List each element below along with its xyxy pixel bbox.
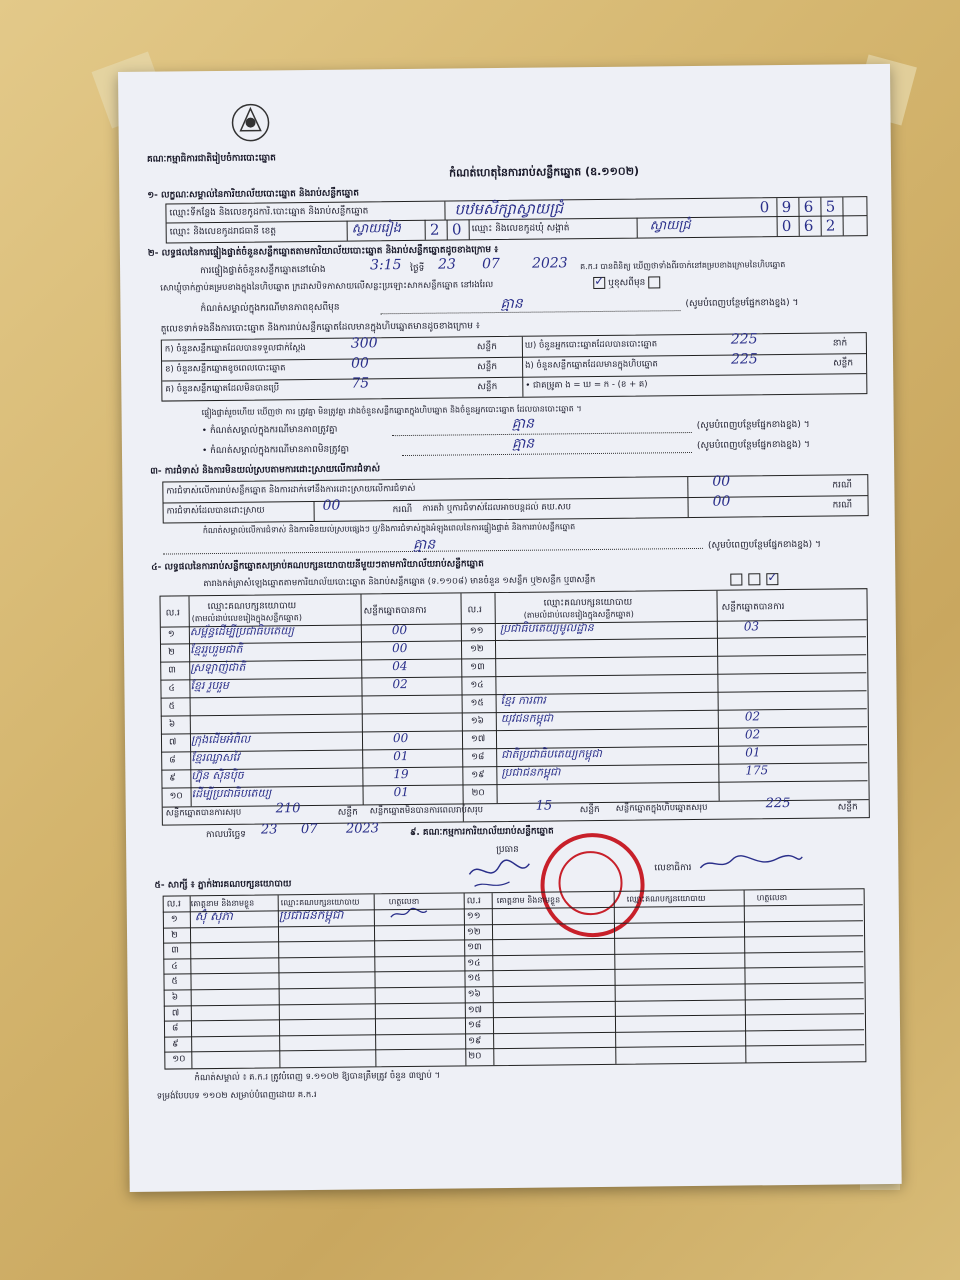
witness-row-no: ១ [170,914,178,925]
mismatch-note-label: • កំណត់សម្គាល់ក្នុងករណីមានភាពមិនត្រូវគ្នា [201,444,350,457]
witness-col-party: ឈ្មោះគណបក្សនយោបាយ [280,897,360,908]
witness-row-no: ៧ [171,1008,180,1019]
result-row-no: ១៥ [470,698,484,709]
section5-heading: ៥- សាក្សី ៖ ភ្នាក់ងារគណបក្សនយោបាយ [154,879,292,891]
commune-code-digit: 2 [825,216,836,235]
witness-row-no: ៥ [171,976,178,987]
witness-row-no: ១៧ [467,1004,483,1015]
witness-row-no: ១៦ [467,989,481,1000]
fill-hint: (សូមបំពេញបន្ថែមផ្នែកខាងខ្នង) ។ [696,439,810,451]
col-party-header: ឈ្មោះគណបក្សនយោបាយ [543,597,633,609]
different-checkbox[interactable] [648,276,660,288]
figure-row-right-label: ឃ) ចំនួនអ្នកបោះឆ្នោតដែលបានបោះឆ្នោត [524,339,658,351]
col-votes-header: សន្លឹកឆ្នោតបានការ [363,605,427,617]
location-code-digit: 6 [803,197,814,216]
figure-row-left-value: 300 [350,335,378,352]
witness-table [163,888,867,1069]
total-box-value: 225 [765,795,791,812]
objection-row2-value2: 00 [712,493,731,510]
result-party-name: ដើម្បីប្រជាធិបតេយ្យ [191,786,272,801]
result-row-no: ១១ [469,626,484,637]
objection-unit: ករណី [832,500,853,511]
result-row-no: ៤ [168,683,175,694]
date-year: 2023 [345,821,380,837]
result-row-no: ១០ [169,791,183,802]
result-party-name: ជាតិប្រជាធិបតេយ្យកម្ពុជា [501,746,603,762]
result-votes: 01 [745,745,761,760]
form-title: កំណត់ហេតុនៃការរាប់សន្លឹកឆ្នោត (ឧ.១១០២) [449,164,640,180]
result-row-no: ២០ [471,788,485,799]
total-valid-unit: សន្លឹក [337,807,358,818]
figure-row-left-label: គ) ចំនួនសន្លឹកឆ្នោតដែលមិនបានប្រើ [165,383,280,395]
verify-day-value: 23 [437,256,456,273]
result-party-name: ក្រុងដើមអំពិល [190,732,251,747]
objection-row1-value: 00 [712,473,731,490]
verify-time-value: 3:15 [369,257,402,274]
witness-col-no: ល.រ [166,899,182,910]
result-row-no: ៩ [169,773,176,784]
figure-row-left-value: 00 [350,355,369,372]
result-votes: 00 [392,730,409,746]
witness-row-no: ៩ [172,1039,179,1050]
date-label: កាលបរិច្ឆេទ [205,829,247,841]
witness-col-sign: ហត្ថលេខា [388,896,420,907]
figure-row-right-value: 225 [730,331,758,348]
result-party-name: ស្រឡាញ់ជាតិ [190,660,246,675]
location-code-digit: 5 [825,197,836,216]
result-row-no: ១២ [470,644,484,655]
chair-label: ប្រធាន [496,844,519,856]
witness-row-no: ៦ [171,992,179,1003]
section2-heading: ២- លទ្ធផលនៃការផ្ទៀងផ្ទាត់ចំនួនសន្លឹកឆ្នោតតាមការិយាល័យបោះឆ្នោត និងរាប់សន្លឹកឆ្នោតដូចខាងក្រោម ៖ [147,245,499,259]
result-row-no: ២ [168,647,175,658]
figure-row-left-unit: សន្លឹក [477,382,498,393]
verify-checkboxes: ✓ ឬខុសពីមុន [590,276,663,290]
location-value: បឋមសិក្សាស្វាយជ្រំ [454,199,564,219]
committee-sign-label: ៩. គណៈកម្មការការិយាល័យរាប់សន្លឹកឆ្នោត [409,826,554,838]
objection-row2-label2: ការតវ៉ា ឬការជំទាស់ដែលអាចបន្តដល់ គឃ.សប [422,502,572,514]
total-box-label: សន្លឹកឆ្នោតក្នុងហិបឆ្នោតសរុប [615,802,708,814]
footer-note: កំណត់សម្គាល់ ៖ គ.ក.រ ត្រូវបំពេញ ទ.១១០២ ឱ្យបានត្រឹមត្រូវ ចំនួន ៣ច្បាប់ ។ [194,1070,441,1084]
date-month: 07 [300,821,318,838]
witness-row-no: ១១ [466,911,481,922]
secretary-label: លេខាធិការ [654,863,692,874]
result-row-no: ៣ [168,665,177,676]
witness-row-no: ២០ [468,1051,482,1062]
commune-code-digit: 6 [803,216,814,235]
total-invalid-value: 15 [535,798,553,814]
result-votes: 00 [391,623,408,638]
objection-note-value: គ្មាន [412,536,436,553]
result-row-no: ៥ [168,701,176,712]
section4-subline: តារាងកត់ត្រាសំឡេងឆ្នោតតាមការិយាល័យបោះឆ្នោត និងរាប់សន្លឹកឆ្នោត (ទ.១១០៨) មានចំនួន ១សន្លឹក ឬ២សន្លឹក ឬ៣សន្លឹក [203,575,596,590]
location-code-digit: 9 [781,197,792,217]
form-note: ទម្រង់បែបបទ ១១០២ សម្រាប់បំពេញដោយ គ.ក.រ [156,1089,317,1102]
result-votes: 02 [744,709,761,724]
province-label: ឈ្មោះ និងលេខកូដរាជធានី ខេត្ត [169,226,277,238]
figure-row-right-unit: សន្លឹក [833,358,854,369]
figure-row-right-label: ង) ចំនួនសន្លឹកឆ្នោតដែលមានក្នុងហិបឆ្នោត [525,359,658,371]
province-code-digit: 2 [429,220,440,239]
difference-note-label: កំណត់សម្គាល់ក្នុងករណីមានភាពខុសពីមុន [200,302,340,315]
location-code-digit: 0 [759,198,770,217]
objection-row1-label: ការជំទាស់លើការរាប់សន្លឹកឆ្នោត និងការដាក់ទៅនឹងការដោះស្រាយលើការជំទាស់ [166,483,416,497]
witness-party: ប្រជាជនកម្ពុជា [278,907,344,923]
result-party-name: ហ្វ៊ុន ស៊ិនប៉ិច [191,768,244,783]
result-votes: 01 [393,784,409,800]
witness-row-no: ២ [170,930,178,941]
result-party-name: ខ្មែរ ការពារ [500,693,547,708]
match-note-value: គ្មាន [511,415,535,432]
committee-name: គណៈកម្មាធិការជាតិរៀបចំការបោះឆ្នោត [146,153,276,165]
figure-row-right-value: 225 [730,351,758,368]
figure-row-left-label: ក) ចំនួនសន្លឹកឆ្នោតដែលបានទទួលជាក់ស្តែង [164,343,306,355]
total-invalid-label: សន្លឹកឆ្នោតមិនបានការពេលរាប់សរុប [369,805,484,817]
figure-row-left-unit: សន្លឹក [476,342,497,353]
result-row-no: ១៣ [470,662,485,673]
commune-code-digit: 0 [781,216,792,236]
result-votes: 00 [391,641,408,656]
witness-row-no: ១២ [466,926,481,937]
objection-unit: ករណី [392,504,413,516]
nec-emblem-icon [228,100,272,144]
col-party-sub-header: (តាមលំដាប់លេខរៀងក្នុងសន្លឹកឆ្នោត) [523,609,634,620]
verify-day-label: ថ្ងៃទី [410,263,425,274]
result-row-no: ៨ [169,755,176,766]
same-checkbox[interactable] [593,277,605,289]
objection-row2-label: ការជំទាស់ដែលបានដោះស្រាយ [166,505,265,517]
witness-col-name: គោត្តនាម និងនាមខ្លួន [496,895,561,906]
witness-row-no: ១៥ [467,973,481,984]
result-row-no: ១៩ [471,770,485,781]
verify-time-label: ការផ្ទៀងផ្ទាត់ចំនួនសន្លឹកឆ្នោតនៅម៉ោង [200,264,326,277]
result-row-no: ១ [167,629,175,640]
result-votes: 04 [392,659,408,674]
objection-unit: ករណី [832,480,852,491]
result-votes: 175 [745,763,769,778]
result-votes: 01 [393,748,409,764]
fill-hint: (សូមបំពេញបន្ថែមផ្នែកខាងខ្នង) ។ [696,419,810,431]
verify-month-value: 07 [481,256,500,273]
three-sheet-checkbox[interactable] [766,573,778,585]
result-party-name: សម្ព័ន្ធដើម្បីប្រជាធិបតេយ្យ [189,624,295,639]
commune-label: ឈ្មោះ និងលេខកូដឃុំ សង្កាត់ [471,223,570,235]
secretary-signature-icon [696,851,806,876]
result-party-name: ប្រជាធិបតេយ្យមូលដ្ឋាន [499,621,594,636]
section4-heading: ៤- លទ្ធផលនៃការរាប់សន្លឹកឆ្នោតសម្រាប់គណបក្សនយោបាយនីមួយៗតាមការិយាល័យរាប់សន្លឹកឆ្នោត [151,559,484,573]
witness-row-no: ១៨ [467,1020,482,1031]
witness-row-no: ១៩ [468,1036,482,1047]
province-code-digit: 0 [451,220,462,239]
result-party-name: ខ្មែរ រួបរួម [190,678,229,693]
witness-row-no: ៨ [171,1023,179,1034]
witness-row-no: ១០ [172,1054,186,1065]
match-check-line: ផ្ទៀងផ្ទាត់រួចហើយ ឃើញថា ការ ត្រូវគ្នា មិនត្រូវគ្នា រវាងចំនួនសន្លឹកឆ្នោតក្នុងហិបឆ្នោត និងចំនួនអ្នកបោះឆ្នោត ដែលបានបោះឆ្នោត ។ [201,404,582,418]
fill-hint: (សូមបំពេញបន្ថែមផ្នែកខាងខ្នង) ។ [685,297,799,310]
figure-row-left-label: ខ) ចំនួនសន្លឹកឆ្នោតខូចពេលបោះឆ្នោត [165,363,286,375]
witness-row-no: ១៤ [467,958,481,969]
verify-line2: សោឃ្លុំចាក់ភ្ជាប់គម្របខាងក្នុងនៃហិបឆ្នោត ក្រដាសបិទភាសាយលើសន្លះប្រឡោះសាកសន្លឹកឆ្នោត នៅរងរែល [160,280,494,294]
witness-row-no: ១៣ [467,942,482,953]
total-box-unit: សន្លឹក [837,802,858,813]
result-row-no: ៦ [168,719,176,730]
witness-name: ស៊ុំ សុភា [194,908,234,924]
figure-row-left-unit: សន្លឹក [477,362,498,373]
result-row-no: ១៨ [471,752,485,763]
mismatch-note-value: គ្មាន [511,435,535,452]
total-valid-value: 210 [275,801,301,817]
result-votes: 19 [393,766,409,782]
sheet-checkboxes [727,573,781,586]
verify-year-value: 2023 [531,255,568,272]
col-no-header: ល.រ [165,608,181,619]
witness-row-no: ៣ [171,945,179,956]
result-row-no: ១៤ [470,680,484,691]
result-party-name: ខ្មែរឈ្លាសវៃ [191,750,240,765]
fill-hint: (សូមបំពេញបន្ថែមផ្នែកខាងខ្នង) ។ [707,539,821,551]
objections-table [162,474,868,523]
witness-col-sign: ហត្ថលេខា [756,893,788,903]
witness-row-no: ៤ [171,961,178,972]
commune-value: ស្វាយជ្រំ [649,218,691,234]
difference-note-value: គ្មាន [500,295,523,313]
location-label: ឈ្មោះទីកន្លែង និងលេខកូដការិ.បោះឆ្នោត និងរាប់សន្លឹកឆ្នោត [169,206,369,219]
witness-col-party: ឈ្មោះគណបក្សនយោបាយ [626,893,706,904]
province-value: ស្វាយរៀង [351,221,401,237]
section1-heading: ១- លក្ខណៈសម្គាល់នៃការិយាល័យបោះឆ្នោត និងរាប់សន្លឹកឆ្នោត [147,188,359,201]
result-votes: 02 [744,727,761,742]
col-party-header: ឈ្មោះគណបក្សនយោបាយ [207,601,297,613]
ballot-count-form [118,64,902,1192]
date-day: 23 [260,822,278,838]
verify-rest: គ.ក.រ បានពិនិត្យ ឃើញថាទាំងពីរចាក់នៅគម្របខាងក្រោមនៃហិបឆ្នោត [580,260,786,272]
result-votes: 02 [392,677,408,692]
formula-text: • ជាគម្រូគា ង = ឃ = ក - (ខ + គ) [525,379,648,391]
chair-signature-icon [464,854,534,895]
figure-row-right-unit: នាក់ [832,338,848,349]
result-party-name: ខ្មែររួបរួមជាតិ [189,642,243,657]
total-invalid-unit: សន្លឹក [579,804,600,816]
result-row-no: ១៧ [470,734,486,745]
result-row-no: ១៦ [470,716,485,727]
result-party-name: យុវជនកម្ពុជា [500,711,554,726]
col-no-header: ល.រ [467,605,483,616]
result-row-no: ៧ [168,737,177,748]
section3-heading: ៣- ការជំទាស់ និងការមិនយល់ស្របតាមការដោះស្រាយលើការជំទាស់ [150,464,381,477]
result-party-name: ប្រជាជនកម្ពុជា [501,765,561,780]
one-sheet-checkbox[interactable] [730,573,742,585]
figure-row-left-value: 75 [351,375,370,392]
objection-row2-value: 00 [322,497,341,514]
objection-note-label: កំណត់សម្គាល់លើការជំទាស់ និងការមិនយល់ស្របផ្សេងៗ ឬ/និងការជំទាស់ក្នុងអំឡុងពេលនៃការផ្ទៀងផ្ទាត់ និងការរាប់សន្លឹកឆ្នោត [202,522,576,536]
total-valid-label: សន្លឹកឆ្នោតបានការសរុប [165,807,242,819]
witness-col-name: គោត្តនាម និងនាមខ្លួន [190,898,255,909]
col-party-sub-header: (តាមលំដាប់លេខរៀងក្នុងសន្លឹកឆ្នោត) [191,613,302,624]
figures-intro: តួលេខទាក់ទងនឹងការបោះឆ្នោត និងការរាប់សន្លឹកឆ្នោតដែលមានក្នុងហិបឆ្នោតមានដូចខាងក្រោម ៖ [160,321,480,335]
match-note-label: • កំណត់សម្គាល់ក្នុងករណីមានភាពត្រូវគ្នា [201,424,338,437]
two-sheet-checkbox[interactable] [748,573,760,585]
col-votes-header: សន្លឹកឆ្នោតបានការ [721,602,785,613]
witness-col-no: ល.រ [466,896,482,907]
result-votes: 03 [743,619,760,634]
